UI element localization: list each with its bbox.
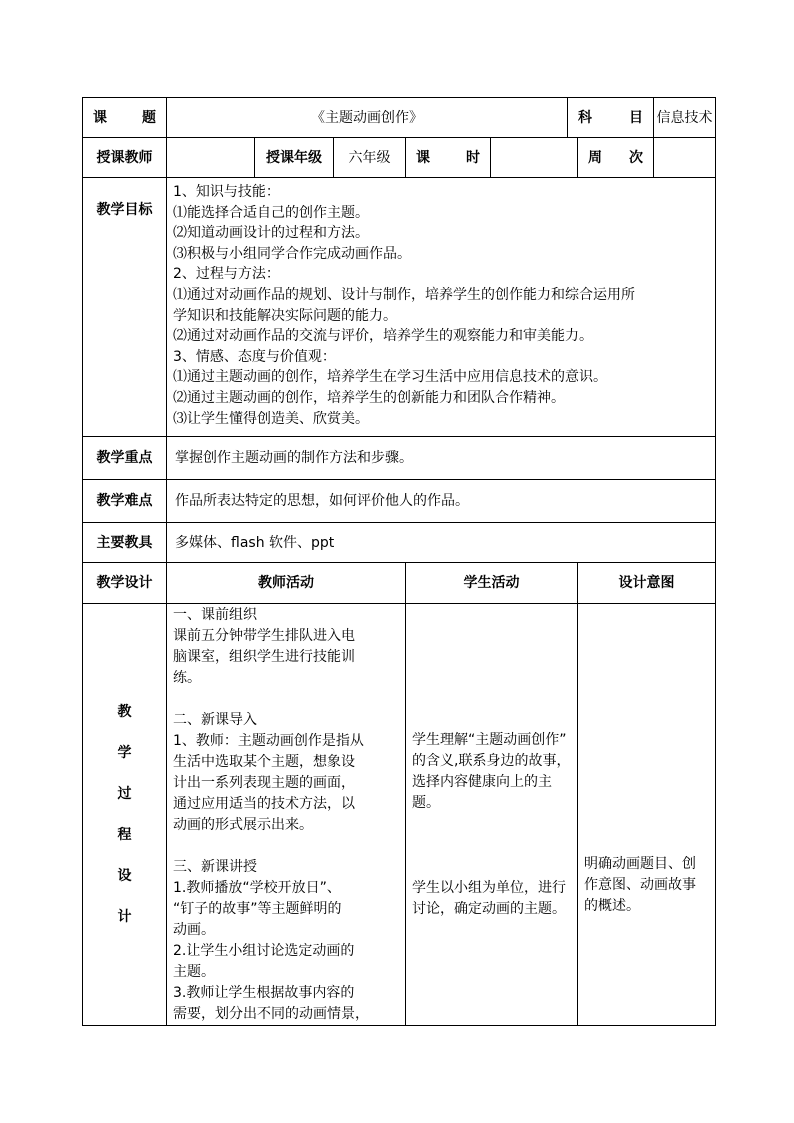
teacher-activity-content (167, 604, 406, 1026)
vertical-char: 程 (117, 826, 132, 843)
objective-line: 学知识和技能解决实际问题的能力。 (173, 307, 397, 324)
tools-value: 多媒体、flash 软件、ppt (167, 523, 716, 563)
teacher-line: 生活中选取某个主题，想象设 (173, 754, 355, 770)
teacher-line: 三、新课讲授 (173, 859, 257, 875)
teacher-line: 1.教师播放“学校开放日”、 (173, 880, 341, 896)
teacher-line: 主题。 (173, 964, 215, 980)
teacher-line: 1、教师：主题动画创作是指从 (173, 733, 364, 749)
week-label-a: 周 (588, 149, 603, 166)
row-objectives (83, 178, 716, 437)
objective-line: 3、情感、态度与价值观： (173, 348, 336, 365)
teacher-line: 课前五分钟带学生排队进入电 (173, 628, 355, 644)
objective-line: ⑵知道动画设计的过程和方法。 (173, 225, 369, 242)
teacher-activity-header: 教师活动 (167, 563, 406, 604)
objective-line: 2、过程与方法： (173, 266, 280, 283)
topic-label-a: 课 (93, 109, 107, 126)
student-line: 的含义,联系身边的故事， (412, 753, 571, 769)
intent-line: 的概述。 (584, 898, 641, 914)
row-process (83, 604, 716, 1026)
row-key-point (83, 437, 716, 480)
week-label (578, 138, 654, 178)
objectives-label: 教学目标 (83, 178, 167, 437)
teacher-line: 2.让学生小组讨论选定动画的 (173, 943, 355, 959)
teacher-line: 脑课室，组织学生进行技能训 (173, 649, 355, 665)
teacher-line: 练。 (173, 670, 201, 686)
design-intent-header: 设计意图 (578, 563, 716, 604)
teacher-line: 需要，划分出不同的动画情景， (173, 1006, 369, 1022)
row-tools (83, 523, 716, 563)
difficulty-value: 作品所表达特定的思想，如何评价他人的作品。 (167, 480, 716, 523)
teacher-line: 动画的形式展示出来。 (173, 817, 313, 833)
key-point-label: 教学重点 (83, 437, 167, 480)
teacher-label: 授课教师 (83, 138, 167, 178)
teacher-line: 3.教师让学生根据故事内容的 (173, 985, 355, 1001)
teacher-line: “钉子的故事”等主题鲜明的 (173, 901, 342, 917)
objective-line: ⑵通过对动画作品的交流与评价，培养学生的观察能力和审美能力。 (173, 328, 593, 345)
teacher-line (173, 836, 401, 857)
process-vertical-label (83, 604, 167, 1026)
objective-line: ⑴通过主题动画的创作，培养学生在学习生活中应用信息技术的意识。 (173, 369, 607, 386)
student-activity-content (406, 604, 578, 1026)
teacher-value (167, 138, 255, 178)
teacher-line: 一、课前组织 (173, 607, 257, 623)
subject-label (568, 98, 654, 138)
tools-label: 主要教具 (83, 523, 167, 563)
week-label-b: 次 (629, 149, 644, 166)
row-difficulty (83, 480, 716, 523)
subject-label-b: 目 (629, 109, 644, 126)
period-label (406, 138, 491, 178)
difficulty-label: 教学难点 (83, 480, 167, 523)
teacher-line: 通过应用适当的技术方法，以 (173, 796, 355, 812)
objective-line: 1、知识与技能： (173, 184, 280, 200)
topic-label-b: 题 (142, 109, 156, 126)
topic-value: 《主题动画创作》 (167, 98, 568, 138)
topic-label (83, 98, 167, 138)
objective-line: ⑵通过主题动画的创作，培养学生的创新能力和团队合作精神。 (173, 389, 565, 406)
teacher-line: 二、新课导入 (173, 712, 257, 728)
intent-line: 明确动画题目、创 (584, 856, 697, 872)
vertical-char: 计 (117, 908, 132, 925)
student-line: 学生理解“主题动画创作” (412, 732, 567, 748)
week-value (654, 138, 716, 178)
vertical-char: 教 (117, 703, 132, 720)
period-value (491, 138, 578, 178)
lesson-plan-table (82, 97, 716, 1026)
student-line: 选择内容健康向上的主题。 (412, 774, 552, 811)
grade-value: 六年级 (334, 138, 406, 178)
key-point-value: 掌握创作主题动画的制作方法和步骤。 (167, 437, 716, 480)
row-teacher (83, 138, 716, 178)
row-topic (83, 98, 716, 138)
teacher-line: 动画。 (173, 922, 215, 938)
objective-line: ⑴能选择合适自己的创作主题。 (173, 204, 369, 221)
objectives-content (167, 178, 716, 437)
student-gap (412, 814, 573, 878)
design-label: 教学设计 (83, 563, 167, 604)
student-line: 学生以小组为单位，进行 (412, 880, 566, 896)
vertical-char: 过 (117, 785, 132, 802)
subject-label-a: 科 (578, 109, 593, 126)
objective-line: ⑶让学生懂得创造美、欣赏美。 (173, 410, 369, 427)
vertical-char: 学 (117, 744, 132, 761)
period-label-b: 时 (466, 149, 480, 166)
design-intent-content (578, 604, 716, 1026)
vertical-char: 设 (117, 867, 132, 884)
row-design-header (83, 563, 716, 604)
teacher-line (173, 689, 401, 710)
student-activity-header: 学生活动 (406, 563, 578, 604)
objective-line: ⑴通过对动画作品的规划、设计与制作，培养学生的创作能力和综合运用所 (173, 286, 635, 303)
student-line: 讨论，确定动画的主题。 (412, 901, 566, 917)
period-label-a: 课 (416, 149, 430, 166)
objective-line: ⑶积极与小组同学合作完成动画作品。 (173, 245, 411, 262)
teacher-line: 计出一系列表现主题的画面， (173, 775, 355, 791)
grade-label: 授课年级 (255, 138, 334, 178)
intent-line: 作意图、动画故事 (584, 877, 697, 893)
subject-value: 信息技术 (654, 98, 716, 138)
